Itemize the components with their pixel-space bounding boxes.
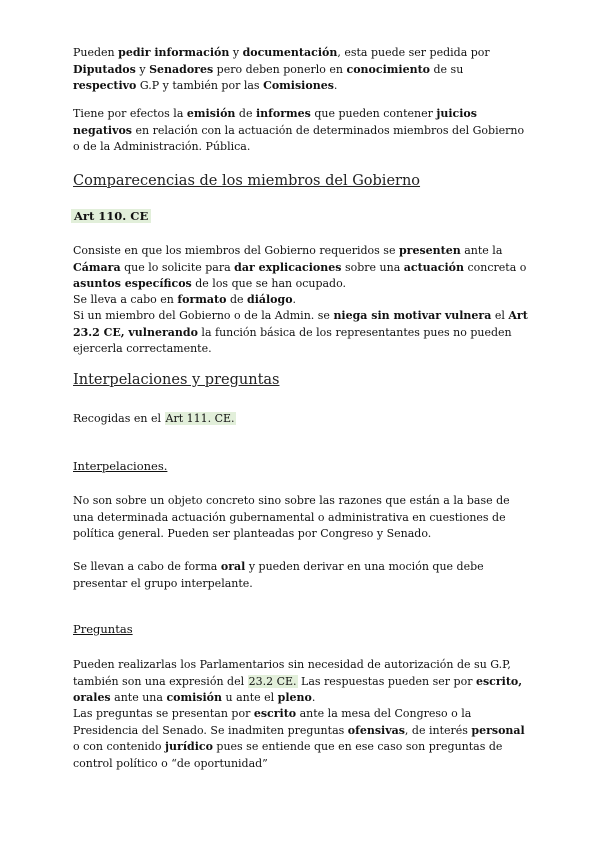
article-label-110: Art 110. CE bbox=[71, 209, 151, 223]
section-title-interpelaciones-preguntas: Interpelaciones y preguntas bbox=[73, 372, 280, 388]
paragraph-formato: Se lleva a cabo en formato de diálogo. bbox=[73, 293, 297, 306]
paragraph-realizarlas: Pueden realizarlas los Parlamentarios sin necesidad de autorización de su G.P, también son una expresión del 23.2 CE. Las respuestas pueden ser por escrito, orales ante una comisión u ante el pleno. bbox=[73, 658, 523, 704]
highlight-23-2: 23.2 CE. bbox=[248, 674, 297, 688]
paragraph-forma-oral: Se llevan a cabo de forma oral y pueden derivar en una moción que debe presentar el grupo interpelante. bbox=[73, 560, 484, 590]
paragraph-niega: Si un miembro del Gobierno o de la Admin. se niega sin motivar vulnera el Art 23.2 CE, vulnerando la función básica de los representantes pues no pueden ejercerla correctamente. bbox=[73, 309, 528, 355]
paragraph-consiste: Consiste en que los miembros del Gobierno requeridos se presenten ante la Cámara que lo solicite para dar explicaciones sobre una actuación concreta o asuntos específicos de los que se han ocupado. bbox=[73, 244, 527, 290]
section-title-comparecencias: Comparecencias de los miembros del Gobierno bbox=[73, 173, 421, 189]
paragraph-recogidas: Recogidas en el Art 111. CE. bbox=[73, 412, 235, 425]
subsection-title-preguntas: Preguntas bbox=[73, 622, 133, 636]
paragraph-objeto-concreto: No son sobre un objeto concreto sino sobre las razones que están a la base de una determinada actuación gubernamental o administrativa en cuestiones de política general. Pueden ser planteadas por Congreso y Senado. bbox=[73, 494, 510, 540]
highlight-art-111: Art 111. CE. bbox=[165, 412, 235, 425]
subsection-title-interpelaciones: Interpelaciones. bbox=[73, 459, 168, 473]
paragraph-informacion: Pueden pedir información y documentación, esta puede ser pedida por Diputados y Senadores pero deben ponerlo en conocimiento de su respectivo G.P y también por las Comisiones. bbox=[73, 46, 490, 92]
paragraph-presentan: Las preguntas se presentan por escrito ante la mesa del Congreso o la Presidencia del Senado. Se inadmiten preguntas ofensivas, de interés personal o con contenido jurídico pues se entiende que en ese caso son preguntas de control político o “de oportunidad” bbox=[73, 707, 525, 770]
paragraph-efectos: Tiene por efectos la emisión de informes que pueden contener juicios negativos en relación con la actuación de determinados miembros del Gobierno o de la Administración. Pública. bbox=[73, 107, 525, 153]
